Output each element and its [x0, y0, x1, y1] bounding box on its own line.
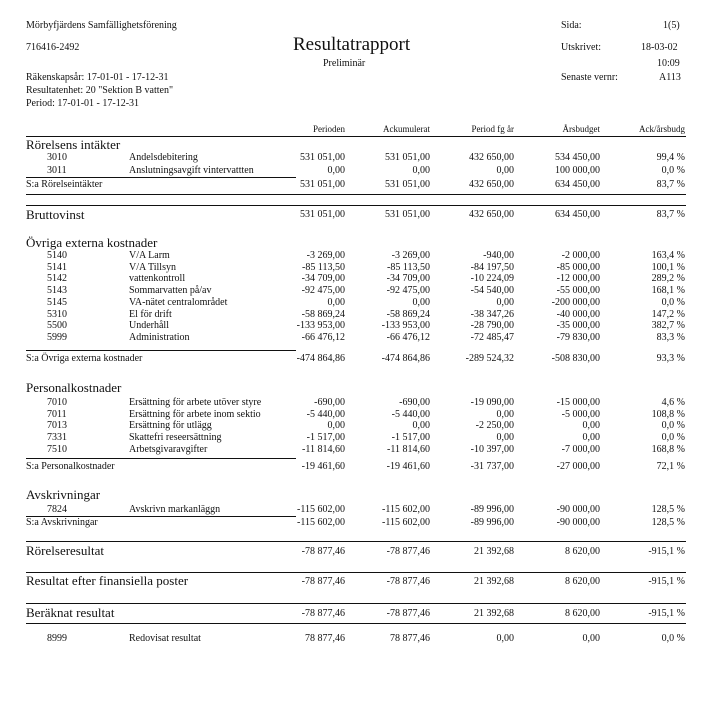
efter-finansiella-value: 8 620,00	[565, 576, 600, 587]
table-row-account: 7331	[47, 432, 67, 444]
table-row-value: 83,3 %	[656, 331, 685, 343]
table-row-value: 0,00	[327, 420, 345, 432]
result-unit: Resultatenhet: 20 "Sektion B vatten"	[26, 85, 174, 96]
redovisat-row-name: Redovisat resultat	[129, 633, 201, 644]
table-row-account: 7013	[47, 420, 67, 432]
table-row-value: -12 000,00	[556, 273, 600, 285]
table-row-name: Skattefri reseersättning	[129, 432, 222, 444]
redovisat-row-value: 0,00	[496, 633, 514, 644]
sum-row-personalkostnader-value: 72,1 %	[656, 461, 685, 472]
table-row-value: -11 814,60	[302, 443, 345, 455]
section-title-rorelseresultat: Rörelseresultat	[26, 543, 104, 558]
sum-rule	[26, 177, 296, 178]
table-row-account: 7010	[47, 397, 67, 408]
table-row-value: 0,00	[412, 420, 430, 432]
table-row-value: 0,0 %	[661, 165, 685, 176]
table-row-value: 0,00	[327, 165, 345, 176]
rorelseresultat-value: -78 877,46	[386, 546, 430, 557]
table-row-value: -15 000,00	[556, 397, 600, 408]
table-row-value: -1 517,00	[306, 432, 345, 444]
table-row-account: 5142	[47, 273, 67, 285]
table-row-value: 0,00	[582, 420, 600, 432]
table-row-value: 163,4 %	[651, 250, 685, 261]
sum-row-avskrivningar-label: S:a Avskrivningar	[26, 517, 98, 528]
sum-row-ovriga-externa-value: -474 864,86	[381, 353, 430, 364]
sum-row-personalkostnader-value: -19 461,60	[386, 461, 430, 472]
table-row-value: 168,1 %	[651, 285, 685, 297]
sum-row-ovriga-externa-value: -474 864,86	[296, 353, 345, 364]
table-row-account: 5999	[47, 331, 67, 343]
bruttovinst-value: 83,7 %	[656, 209, 685, 220]
table-row-value: 0,00	[412, 296, 430, 308]
table-row-account: 5143	[47, 285, 67, 297]
sum-row-rorelseintakter-value: 83,7 %	[656, 179, 685, 190]
section-rule	[26, 194, 686, 195]
table-row-value: -690,00	[314, 397, 345, 408]
efter-finansiella-value: -915,1 %	[648, 576, 685, 587]
table-row-name: VA-nätet centralområdet	[129, 296, 228, 308]
table-row-value: -55 000,00	[556, 285, 600, 297]
sum-row-rorelseintakter-value: 531 051,00	[300, 179, 345, 190]
table-row-value: -1 517,00	[391, 432, 430, 444]
col-header-ackumulerat: Ackumulerat	[383, 124, 430, 134]
table-row-value: 147,2 %	[651, 308, 685, 320]
table-row-value: -28 790,00	[470, 320, 514, 332]
efter-finansiella-value: -78 877,46	[301, 576, 345, 587]
sum-row-ovriga-externa-label: S:a Övriga externa kostnader	[26, 353, 143, 364]
table-row-value: -58 869,24	[386, 308, 430, 320]
table-row-value: -200 000,00	[551, 296, 600, 308]
table-row-value: -66 476,12	[386, 331, 430, 343]
table-row-value: -90 000,00	[556, 504, 600, 515]
efter-finansiella-value: -78 877,46	[386, 576, 430, 587]
section-title-efter-finansiella: Resultat efter finansiella poster	[26, 573, 189, 588]
table-row-value: 99,4 %	[656, 152, 685, 163]
table-row-name: Ersättning för arbete inom sektio	[129, 408, 261, 420]
table-row-value: -5 440,00	[306, 408, 345, 420]
section-rule	[26, 541, 686, 542]
table-row-account: 3010	[47, 152, 67, 163]
table-row-value: -38 347,26	[470, 308, 514, 320]
table-row-value: -34 709,00	[386, 273, 430, 285]
table-row-value: 0,00	[412, 165, 430, 176]
table-row-value: 531 051,00	[300, 152, 345, 163]
period: Period: 17-01-01 - 17-12-31	[26, 98, 140, 109]
section-rule	[26, 623, 686, 624]
rorelseresultat-value: 21 392,68	[474, 546, 514, 557]
section-title-personalkostnader: Personalkostnader	[26, 380, 122, 395]
table-row-value: 100,1 %	[651, 261, 685, 273]
rorelseresultat-value: -78 877,46	[301, 546, 345, 557]
bruttovinst-value: 531 051,00	[385, 209, 430, 220]
bruttovinst-value: 634 450,00	[555, 209, 600, 220]
table-row-value: -7 000,00	[561, 443, 600, 455]
section-title-rorelse-intakter: Rörelsens intäkter	[26, 137, 121, 152]
section-rule	[26, 205, 686, 206]
table-row-value: -3 269,00	[391, 250, 430, 261]
printed-label: Utskrivet:	[561, 42, 601, 53]
table-row-value: 289,2 %	[651, 273, 685, 285]
col-header-ack-arsbudg: Ack/årsbudg	[639, 124, 685, 134]
table-row-value: 4,6 %	[661, 397, 685, 408]
table-row-value: -3 269,00	[306, 250, 345, 261]
beraknat-value: -915,1 %	[648, 608, 685, 619]
table-row-name: El för drift	[129, 308, 172, 320]
table-row-account: 7011	[47, 408, 67, 420]
table-row-value: -85 113,50	[302, 261, 345, 273]
table-row-name: Ersättning för arbete utöver styre	[129, 397, 262, 408]
table-row-value: 108,8 %	[651, 408, 685, 420]
table-row-value: 534 450,00	[555, 152, 600, 163]
section-rule	[26, 603, 686, 604]
printed-time: 10:09	[657, 58, 680, 69]
table-row-value: -66 476,12	[301, 331, 345, 343]
table-row-name: Underhåll	[129, 320, 169, 332]
table-row-account: 5140	[47, 250, 67, 261]
sum-row-rorelseintakter-value: 531 051,00	[385, 179, 430, 190]
table-row-value: 168,8 %	[651, 443, 685, 455]
table-row-value: -72 485,47	[470, 331, 514, 343]
sum-row-avskrivningar-value: -89 996,00	[470, 517, 514, 528]
table-row-value: -85 113,50	[387, 261, 430, 273]
table-row-value: 128,5 %	[651, 504, 685, 515]
table-row-value: -690,00	[399, 397, 430, 408]
table-row-value: -84 197,50	[470, 261, 514, 273]
sum-row-ovriga-externa-value: -508 830,00	[551, 353, 600, 364]
table-row-value: 531 051,00	[385, 152, 430, 163]
table-row-value: -133 953,00	[381, 320, 430, 332]
table-row-value: -54 540,00	[470, 285, 514, 297]
table-row-value: -940,00	[483, 250, 514, 261]
table-row-value: -85 000,00	[556, 261, 600, 273]
beraknat-value: -78 877,46	[386, 608, 430, 619]
sum-row-avskrivningar-value: -115 602,00	[382, 517, 430, 528]
table-row-name: Avskrivn markanläggn	[129, 504, 221, 515]
sum-row-ovriga-externa-value: -289 524,32	[465, 353, 514, 364]
efter-finansiella-value: 21 392,68	[474, 576, 514, 587]
sum-row-avskrivningar-value: 128,5 %	[651, 517, 685, 528]
table-row-value: -115 602,00	[297, 504, 345, 515]
table-row-value: 0,00	[496, 432, 514, 444]
table-row-value: -115 602,00	[382, 504, 430, 515]
version-label: Senaste vernr:	[561, 72, 618, 83]
table-row-name: Andelsdebitering	[129, 152, 198, 163]
sum-rule	[26, 458, 296, 459]
table-row-value: -34 709,00	[301, 273, 345, 285]
printed-date: 18-03-02	[641, 42, 678, 53]
sum-row-rorelseintakter-value: 634 450,00	[555, 179, 600, 190]
table-row-value: -2 250,00	[475, 420, 514, 432]
table-row-account: 5145	[47, 296, 67, 308]
beraknat-value: 21 392,68	[474, 608, 514, 619]
bruttovinst-value: 531 051,00	[300, 209, 345, 220]
table-row-value: 432 650,00	[469, 152, 514, 163]
table-row-value: -5 440,00	[391, 408, 430, 420]
redovisat-row-value: 78 877,46	[390, 633, 430, 644]
table-row-name: Arbetsgivaravgifter	[129, 443, 208, 455]
section-title-ovriga-externa: Övriga externa kostnader	[26, 235, 158, 250]
page-value: 1(5)	[663, 20, 680, 31]
table-row-value: 0,0 %	[661, 296, 685, 308]
page-label: Sida:	[561, 20, 582, 31]
table-row-value: 382,7 %	[651, 320, 685, 332]
report-title: Resultatrapport	[293, 34, 411, 55]
report-subtitle: Preliminär	[323, 58, 366, 69]
rorelseresultat-value: 8 620,00	[565, 546, 600, 557]
beraknat-value: -78 877,46	[301, 608, 345, 619]
table-row-value: -11 814,60	[387, 443, 430, 455]
version-value: A113	[659, 72, 681, 83]
col-header-period-fg-ar: Period fg år	[471, 124, 514, 134]
table-row-value: -19 090,00	[470, 397, 514, 408]
sum-row-avskrivningar-value: -90 000,00	[556, 517, 600, 528]
redovisat-row-value: 0,0 %	[661, 633, 685, 644]
table-row-account: 5141	[47, 261, 67, 273]
section-title-beraknat: Beräknat resultat	[26, 605, 115, 620]
table-row-name: Administration	[129, 331, 190, 343]
sum-row-personalkostnader-label: S:a Personalkostnader	[26, 461, 115, 472]
table-row-value: -10 224,09	[470, 273, 514, 285]
table-row-value: -92 475,00	[386, 285, 430, 297]
sum-row-personalkostnader-value: -27 000,00	[556, 461, 600, 472]
sum-row-rorelseintakter-value: 432 650,00	[469, 179, 514, 190]
table-row-value: 100 000,00	[555, 165, 600, 176]
table-row-value: 0,0 %	[661, 432, 685, 444]
table-row-value: -92 475,00	[301, 285, 345, 297]
table-row-value: -58 869,24	[301, 308, 345, 320]
redovisat-row-value: 0,00	[582, 633, 600, 644]
table-row-value: -89 996,00	[470, 504, 514, 515]
rorelseresultat-value: -915,1 %	[648, 546, 685, 557]
table-row-value: -133 953,00	[296, 320, 345, 332]
sum-row-personalkostnader-value: -19 461,60	[301, 461, 345, 472]
table-row-value: 0,00	[496, 296, 514, 308]
sum-row-avskrivningar-value: -115 602,00	[297, 517, 345, 528]
table-row-value: -5 000,00	[561, 408, 600, 420]
table-row-account: 5500	[47, 320, 67, 332]
table-row-value: 0,00	[496, 165, 514, 176]
table-row-account: 5310	[47, 308, 67, 320]
table-row-value: -79 830,00	[556, 331, 600, 343]
org-name: Mörbyfjärdens Samfällighetsförening	[26, 20, 177, 31]
table-row-name: V/A Larm	[129, 250, 170, 261]
table-row-value: 0,00	[327, 296, 345, 308]
header-rule	[26, 136, 686, 137]
table-row-value: -2 000,00	[561, 250, 600, 261]
table-row-name: V/A Tillsyn	[129, 261, 176, 273]
col-header-arsbudget: Årsbudget	[562, 124, 600, 134]
section-title-avskrivningar: Avskrivningar	[26, 487, 101, 502]
table-row-value: -10 397,00	[470, 443, 514, 455]
table-row-name: vattenkontroll	[129, 273, 186, 285]
table-row-account: 3011	[47, 165, 67, 176]
col-header-perioden: Perioden	[313, 124, 345, 134]
section-title-bruttovinst: Bruttovinst	[26, 207, 85, 222]
table-row-account: 7510	[47, 443, 67, 455]
sum-row-personalkostnader-value: -31 737,00	[470, 461, 514, 472]
table-row-name: Anslutningsavgift vintervattten	[129, 165, 254, 176]
beraknat-value: 8 620,00	[565, 608, 600, 619]
table-row-value: -40 000,00	[556, 308, 600, 320]
table-row-name: Sommarvatten på/av	[129, 285, 212, 297]
table-row-name: Ersättning för utlägg	[129, 420, 212, 432]
sum-row-ovriga-externa-value: 93,3 %	[656, 353, 685, 364]
table-row-value: 0,00	[496, 408, 514, 420]
table-row-account: 7824	[47, 504, 67, 515]
bruttovinst-value: 432 650,00	[469, 209, 514, 220]
table-row-value: -35 000,00	[556, 320, 600, 332]
sum-row-rorelseintakter-label: S:a Rörelseintäkter	[26, 179, 103, 190]
table-row-value: 0,0 %	[661, 420, 685, 432]
table-row-value: 0,00	[582, 432, 600, 444]
sum-rule	[26, 350, 296, 351]
redovisat-row-value: 78 877,46	[305, 633, 345, 644]
org-number: 716416-2492	[26, 42, 80, 53]
redovisat-row-account: 8999	[47, 633, 67, 644]
fiscal-year: Räkenskapsår: 17-01-01 - 17-12-31	[26, 72, 169, 83]
